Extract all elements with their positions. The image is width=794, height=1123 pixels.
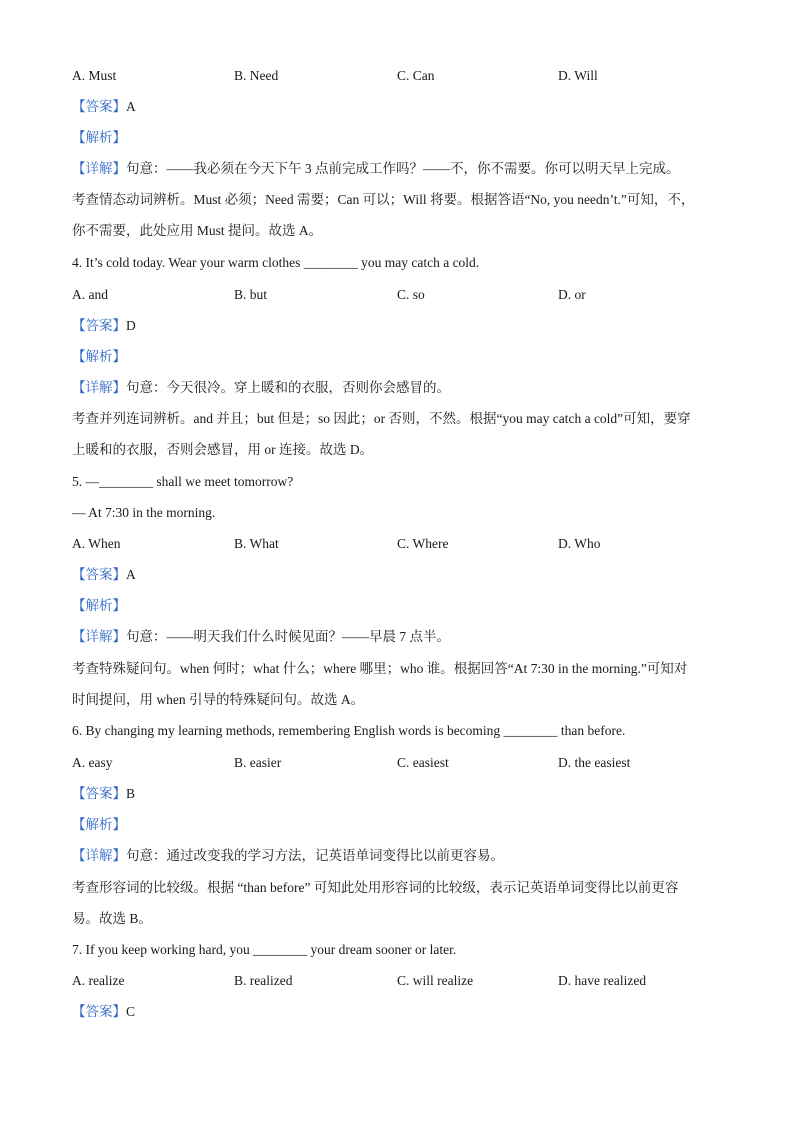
option-d: D. Who bbox=[558, 536, 601, 551]
q6-detail-3: 易。故选 B。 bbox=[72, 911, 152, 926]
q4-detail-3: 上暖和的衣服，否则会感冒，用 or 连接。故选 D。 bbox=[72, 442, 374, 457]
q7-answer bbox=[72, 1002, 722, 1022]
q5-answer bbox=[72, 565, 722, 585]
answer-value: D bbox=[126, 318, 136, 333]
detail-tag: 【详解】 bbox=[72, 380, 126, 395]
detail-text: 句意：今天很冷。穿上暖和的衣服，否则你会感冒的。 bbox=[126, 380, 450, 395]
q7-stem: 7. If you keep working hard, you ________ your dream sooner or later. bbox=[72, 942, 457, 957]
option-b: B. but bbox=[234, 287, 268, 302]
q4-analysis bbox=[72, 347, 722, 367]
detail-text: 句意：——明天我们什么时候见面？——早晨 7 点半。 bbox=[126, 629, 450, 644]
detail-tag: 【详解】 bbox=[72, 161, 126, 176]
answer-value: B bbox=[126, 786, 136, 801]
answer-tag: 【答案】 bbox=[72, 786, 126, 801]
q4-detail-1 bbox=[72, 378, 722, 398]
option-c: C. Can bbox=[397, 68, 435, 83]
option-d: D. or bbox=[558, 287, 586, 302]
option-b: B. What bbox=[234, 536, 279, 551]
answer-value: A bbox=[126, 99, 136, 114]
answer-value: A bbox=[126, 567, 136, 582]
detail-tag: 【详解】 bbox=[72, 629, 126, 644]
q5-detail-1 bbox=[72, 627, 722, 647]
option-a: A. easy bbox=[72, 755, 113, 770]
q4-stem: 4. It’s cold today. Wear your warm clothes ________ you may catch a cold. bbox=[72, 255, 480, 270]
detail-text: 句意：通过改变我的学习方法，记英语单词变得比以前更容易。 bbox=[126, 848, 504, 863]
q6-detail-2: 考查形容词的比较级。根据 “than before” 可知此处用形容词的比较级，表示记英语单词变得比以前更容 bbox=[72, 880, 679, 895]
answer-tag: 【答案】 bbox=[72, 567, 126, 582]
option-b: B. realized bbox=[234, 973, 293, 988]
analysis-tag: 【解析】 bbox=[72, 130, 126, 145]
answer-tag: 【答案】 bbox=[72, 1004, 126, 1019]
answer-tag: 【答案】 bbox=[72, 318, 126, 333]
q6-stem: 6. By changing my learning methods, remembering English words is becoming ________ than before. bbox=[72, 723, 626, 738]
option-c: C. easiest bbox=[397, 755, 449, 770]
analysis-tag: 【解析】 bbox=[72, 817, 126, 832]
q3-detail-3: 你不需要，此处应用 Must 提问。故选 A。 bbox=[72, 223, 323, 238]
option-d: D. the easiest bbox=[558, 755, 631, 770]
option-a: A. When bbox=[72, 536, 121, 551]
answer-value: C bbox=[126, 1004, 136, 1019]
option-c: C. so bbox=[397, 287, 425, 302]
q3-answer bbox=[72, 97, 722, 117]
option-a: A. Must bbox=[72, 68, 117, 83]
q6-detail-1 bbox=[72, 846, 722, 866]
analysis-tag: 【解析】 bbox=[72, 349, 126, 364]
option-b: B. Need bbox=[234, 68, 279, 83]
q5-stem-2: — At 7:30 in the morning. bbox=[72, 505, 216, 520]
q5-detail-2: 考查特殊疑问句。when 何时；what 什么；where 哪里；who 谁。根据回答“At 7:30 in the morning.”可知对 bbox=[72, 661, 688, 676]
q3-detail-1 bbox=[72, 159, 722, 179]
q3-detail-2: 考查情态动词辨析。Must 必须；Need 需要；Can 可以；Will 将要。根据答语“No, you needn’t.”可知，不， bbox=[72, 192, 695, 207]
option-d: D. Will bbox=[558, 68, 598, 83]
option-b: B. easier bbox=[234, 755, 282, 770]
q4-answer bbox=[72, 316, 722, 336]
detail-tag: 【详解】 bbox=[72, 848, 126, 863]
option-c: C. will realize bbox=[397, 973, 474, 988]
q3-analysis bbox=[72, 128, 722, 148]
option-d: D. have realized bbox=[558, 973, 647, 988]
detail-text: 句意：——我必须在今天下午 3 点前完成工作吗？——不，你不需要。你可以明天早上完成。 bbox=[126, 161, 680, 176]
option-a: A. realize bbox=[72, 973, 125, 988]
option-c: C. Where bbox=[397, 536, 449, 551]
q6-analysis bbox=[72, 815, 722, 835]
q5-detail-3: 时间提问，用 when 引导的特殊疑问句。故选 A。 bbox=[72, 692, 365, 707]
answer-tag: 【答案】 bbox=[72, 99, 126, 114]
option-a: A. and bbox=[72, 287, 108, 302]
analysis-tag: 【解析】 bbox=[72, 598, 126, 613]
q6-answer bbox=[72, 784, 722, 804]
q5-analysis bbox=[72, 596, 722, 616]
q4-detail-2: 考查并列连词辨析。and 并且；but 但是；so 因此；or 否则，不然。根据“you may catch a cold”可知，要穿 bbox=[72, 411, 691, 426]
q5-stem-1: 5. —________ shall we meet tomorrow? bbox=[72, 474, 294, 489]
